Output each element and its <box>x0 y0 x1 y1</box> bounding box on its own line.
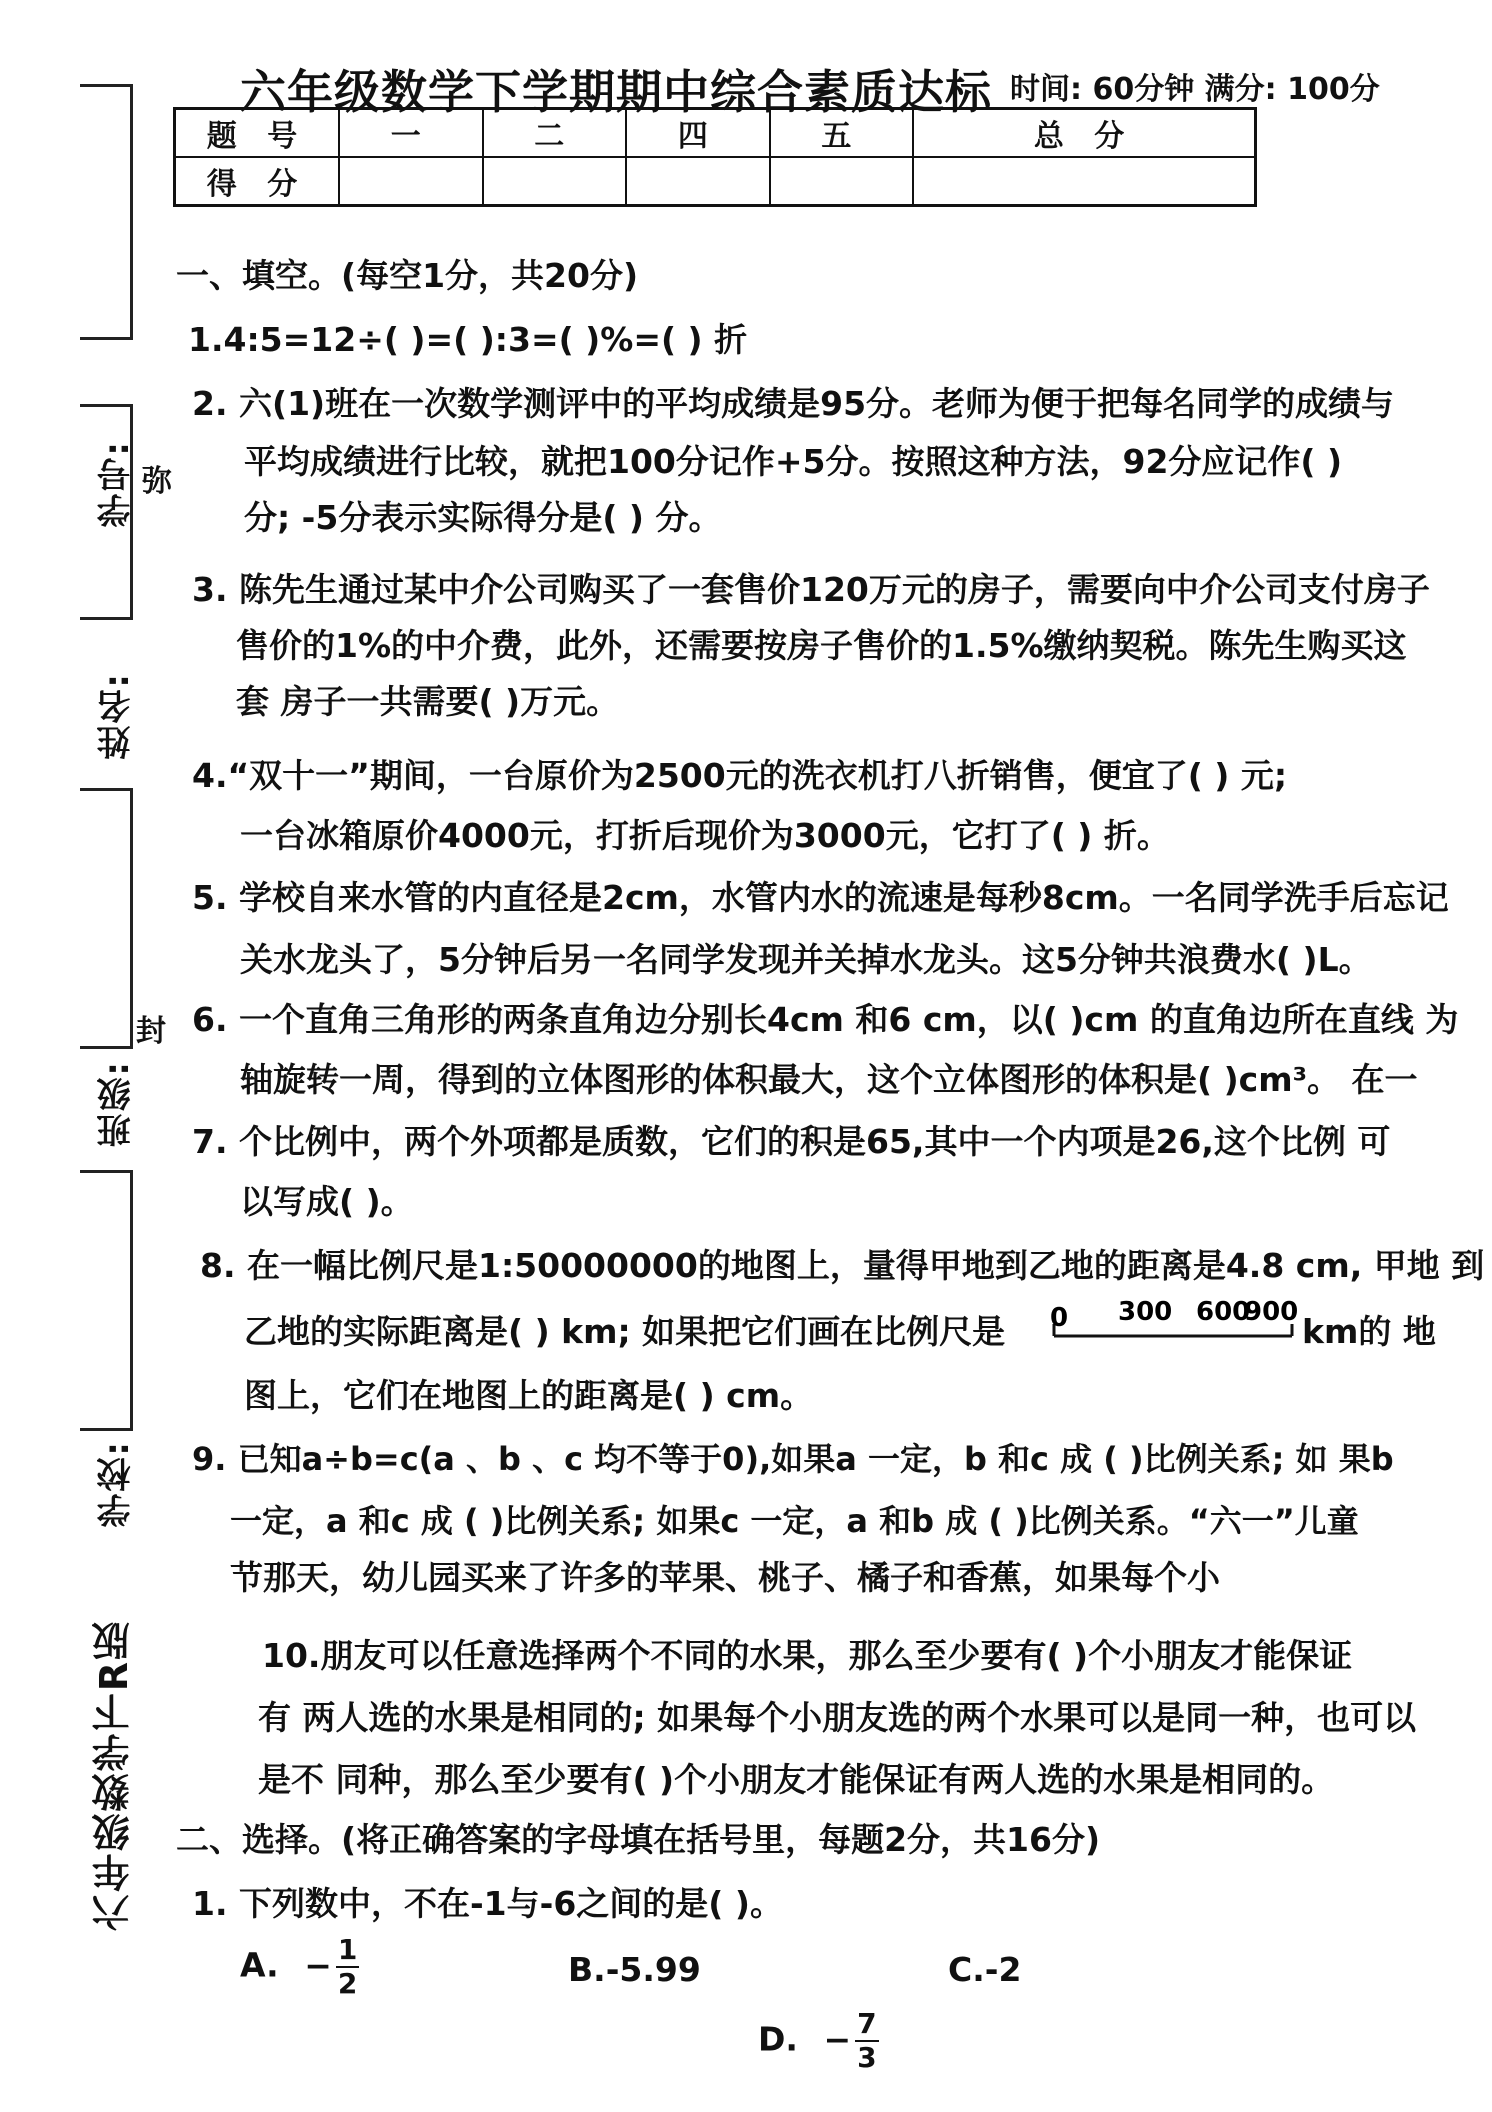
row-header-score: 得 分 <box>175 157 340 206</box>
col-header-4: 四 <box>626 109 770 158</box>
name-label: 姓名: <box>97 672 137 760</box>
page-title: 六年级数学下学期期中综合素质达标 <box>240 65 992 119</box>
q8-line-3: 图上，它们在地图上的距离是( ) cm。 <box>244 1376 814 1415</box>
q5-line-2: 关水龙头了，5分钟后另一名同学发现并关掉水龙头。这5分钟共浪费水( )L。 <box>240 940 1372 979</box>
q2-line-2: 平均成绩进行比较，就把100分记作+5分。按照这种方法，92分应记作( ) <box>244 442 1343 481</box>
option-a[interactable] <box>240 1933 359 2000</box>
s2-q1: 1. 下列数中，不在-1与-6之间的是( )。 <box>192 1884 783 1923</box>
q8-line-2: 乙地的实际距离是( ) km; 如果把它们画在比例尺是 <box>244 1312 1006 1351</box>
sidebar-box-3 <box>80 788 133 1049</box>
seal-mark-mi: 弥 <box>142 464 172 499</box>
section1-heading: 一、填空。(每空1分，共20分) <box>176 256 639 295</box>
option-b[interactable]: B.-5.99 <box>568 1950 701 1989</box>
score-cell-total[interactable] <box>913 157 1255 206</box>
q3-line-3: 套 房子一共需要( )万元。 <box>236 682 620 721</box>
col-header-2: 二 <box>483 109 627 158</box>
q10-line-1: 10.朋友可以任意选择两个不同的水果，那么至少要有( )个小朋友才能保证 <box>262 1636 1353 1675</box>
q9-line-3: 节那天，幼儿园买来了许多的苹果、桃子、橘子和香蕉，如果每个小 <box>230 1558 1220 1597</box>
option-a-sign: − <box>304 1945 332 1985</box>
q4-line-1: 4.“双十一”期间，一台原价为2500元的洗衣机打八折销售，便宜了( ) 元; <box>192 756 1288 795</box>
q2-line-3: 分; -5分表示实际得分是( ) 分。 <box>244 498 722 537</box>
col-header-5: 五 <box>770 109 914 158</box>
score-cell-5[interactable] <box>770 157 914 206</box>
exam-meta: 时间: 60分钟 满分: 100分 <box>1010 72 1380 107</box>
option-a-label: A. <box>240 1945 279 1985</box>
option-d[interactable] <box>758 2007 879 2074</box>
q5-line-1: 5. 学校自来水管的内直径是2cm，水管内水的流速是每秒8cm。一名同学洗手后忘记 <box>192 878 1449 917</box>
scale-tick-900: 900 <box>1244 1297 1298 1327</box>
q2-line-1: 2. 六(1)班在一次数学测评中的平均成绩是95分。老师为便于把每名同学的成绩与 <box>192 384 1395 423</box>
score-cell-4[interactable] <box>626 157 770 206</box>
option-d-sign: − <box>823 2019 852 2059</box>
q3-line-1: 3. 陈先生通过某中介公司购买了一套售价120万元的房子，需要向中介公司支付房子 <box>192 570 1430 609</box>
q4-line-2: 一台冰箱原价4000元，打折后现价为3000元，它打了( ) 折。 <box>240 816 1170 855</box>
q6-line-1: 6. 一个直角三角形的两条直角边分别长4cm 和6 cm，以( )cm 的直角边所在直线 为 <box>192 1000 1459 1039</box>
option-d-label: D. <box>758 2019 798 2059</box>
col-header-1: 一 <box>339 109 483 158</box>
student-id-label: 学号: <box>97 440 137 528</box>
option-d-fraction: $\frac{7}{3}$ <box>857 2007 877 2074</box>
q3-line-2: 售价的1%的中介费，此外，还需要按房子售价的1.5%缴纳契税。陈先生购买这 <box>236 626 1407 665</box>
option-a-fraction: $\frac{1}{2}$ <box>337 1933 358 2000</box>
seal-mark-feng: 封 <box>136 1014 166 1049</box>
sidebar-box-4 <box>80 1170 133 1431</box>
score-cell-1[interactable] <box>339 157 483 206</box>
line-scale <box>1048 1290 1298 1350</box>
school-label: 学校: <box>97 1440 137 1528</box>
option-c[interactable]: C.-2 <box>948 1950 1022 1989</box>
scale-tick-0: 0 <box>1050 1303 1069 1333</box>
score-cell-2[interactable] <box>483 157 627 206</box>
scale-tick-300: 300 <box>1118 1297 1173 1327</box>
scale-tick-600: 600 <box>1196 1297 1251 1327</box>
q7-line-1: 7. 个比例中，两个外项都是质数，它们的积是65,其中一个内项是26,这个比例 可 <box>192 1122 1391 1161</box>
class-label: 班级: <box>97 1060 137 1148</box>
score-table <box>173 107 1257 207</box>
row-header-number: 题 号 <box>175 109 340 158</box>
sidebar-box-1 <box>80 84 133 340</box>
q9-line-1: 9. 已知a÷b=c(a 、b 、c 均不等于0),如果a 一定，b 和c 成 ( )比例关系; 如 果b <box>192 1440 1394 1478</box>
q9-line-2: 一定，a 和c 成 ( )比例关系; 如果c 一定，a 和b 成 ( )比例关系。“六一”儿童 <box>230 1502 1359 1540</box>
q8-line-1: 8. 在一幅比例尺是1:50000000的地图上，量得甲地到乙地的距离是4.8 cm, 甲地 到 <box>200 1246 1485 1285</box>
q8-line-2-tail: km的 地 <box>1302 1312 1436 1351</box>
q10-line-2: 有 两人选的水果是相同的; 如果每个小朋友选的两个水果可以是同一种，也可以 <box>258 1698 1417 1737</box>
col-header-total: 总 分 <box>913 109 1255 158</box>
q7-line-2: 以写成( )。 <box>240 1182 414 1221</box>
q1-line: 1.4:5=12÷( )=( ):3=( )%=( ) 折 <box>188 320 748 359</box>
edition-label: 六年级数学下R版 <box>92 1620 136 1932</box>
q10-line-3: 是不 同种，那么至少要有( )个小朋友才能保证有两人选的水果是相同的。 <box>258 1760 1335 1799</box>
section2-heading: 二、选择。(将正确答案的字母填在括号里，每题2分，共16分) <box>176 1820 1101 1859</box>
q6-line-2: 轴旋转一周，得到的立体图形的体积最大，这个立体图形的体积是( )cm³。 在一 <box>240 1060 1418 1099</box>
